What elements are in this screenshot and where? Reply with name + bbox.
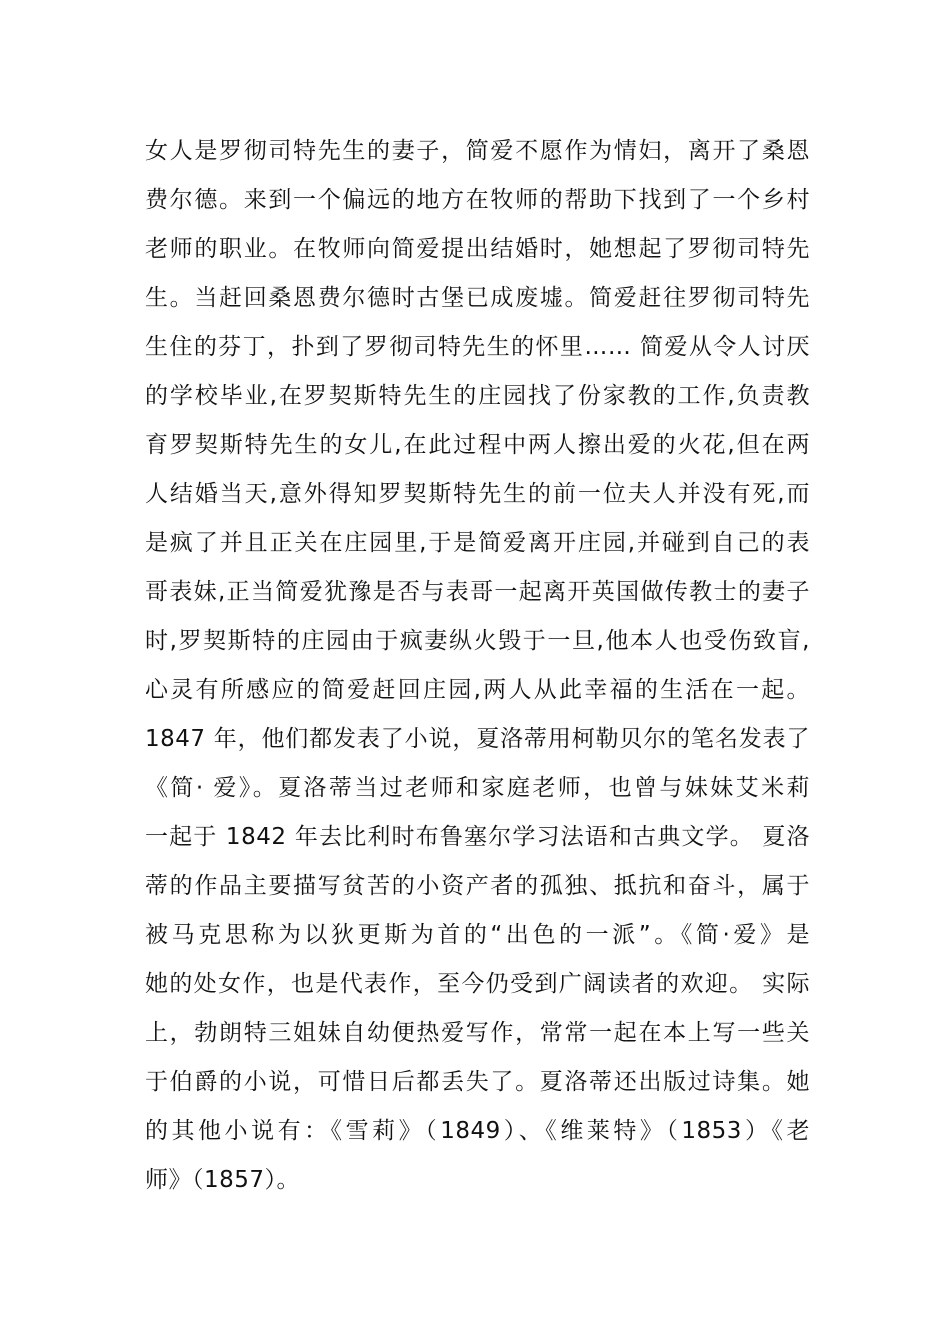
- body-text: [145, 127, 810, 1205]
- text-line: 一起于 1842 年去比利时布鲁塞尔学习法语和古典文学。 夏洛: [145, 824, 810, 850]
- text-line: 时,罗契斯特的庄园由于疯妻纵火毁于一旦,他本人也受伤致盲,: [145, 628, 810, 654]
- text-line: 人结婚当天,意外得知罗契斯特先生的前一位夫人并没有死,而: [145, 481, 810, 507]
- text-line: 生住的芬丁，扑到了罗彻司特先生的怀里…… 简爱从令人讨厌: [145, 334, 810, 360]
- text-line: 老师的职业。在牧师向简爱提出结婚时，她想起了罗彻司特先: [145, 236, 810, 262]
- text-line: 生。当赶回桑恩费尔德时古堡已成废墟。简爱赶往罗彻司特先: [145, 285, 810, 311]
- text-line: 女人是罗彻司特先生的妻子，简爱不愿作为情妇，离开了桑恩: [145, 138, 810, 164]
- text-line: 育罗契斯特先生的女儿,在此过程中两人擦出爱的火花,但在两: [145, 432, 810, 458]
- text-line: 哥表妹,正当简爱犹豫是否与表哥一起离开英国做传教士的妻子: [145, 579, 810, 605]
- text-line: 师》（1857）。: [145, 1167, 301, 1193]
- text-line: 上，勃朗特三姐妹自幼便热爱写作，常常一起在本上写一些关: [145, 1020, 810, 1046]
- text-line: 她的处女作，也是代表作，至今仍受到广阔读者的欢迎。 实际: [145, 971, 810, 997]
- text-line: 是疯了并且正关在庄园里,于是简爱离开庄园,并碰到自己的表: [145, 530, 810, 556]
- text-line: 的学校毕业,在罗契斯特先生的庄园找了份家教的工作,负责教: [145, 383, 810, 409]
- text-line: 的其他小说有：《雪莉》（1849）、《维莱特》（1853）《老: [145, 1118, 810, 1144]
- text-line: 被马克思称为以狄更斯为首的“出色的一派”。《简·爱》是: [145, 922, 810, 948]
- text-line: 于伯爵的小说，可惜日后都丢失了。夏洛蒂还出版过诗集。她: [145, 1069, 810, 1095]
- text-line: 费尔德。来到一个偏远的地方在牧师的帮助下找到了一个乡村: [145, 187, 810, 213]
- text-line: 1847 年，他们都发表了小说，夏洛蒂用柯勒贝尔的笔名发表了: [145, 726, 810, 752]
- text-line: 《简· 爱》。夏洛蒂当过老师和家庭老师，也曾与妹妹艾米莉: [145, 775, 810, 801]
- text-line: 心灵有所感应的简爱赶回庄园,两人从此幸福的生活在一起。: [145, 677, 810, 703]
- text-line: 蒂的作品主要描写贫苦的小资产者的孤独、抵抗和奋斗，属于: [145, 873, 810, 899]
